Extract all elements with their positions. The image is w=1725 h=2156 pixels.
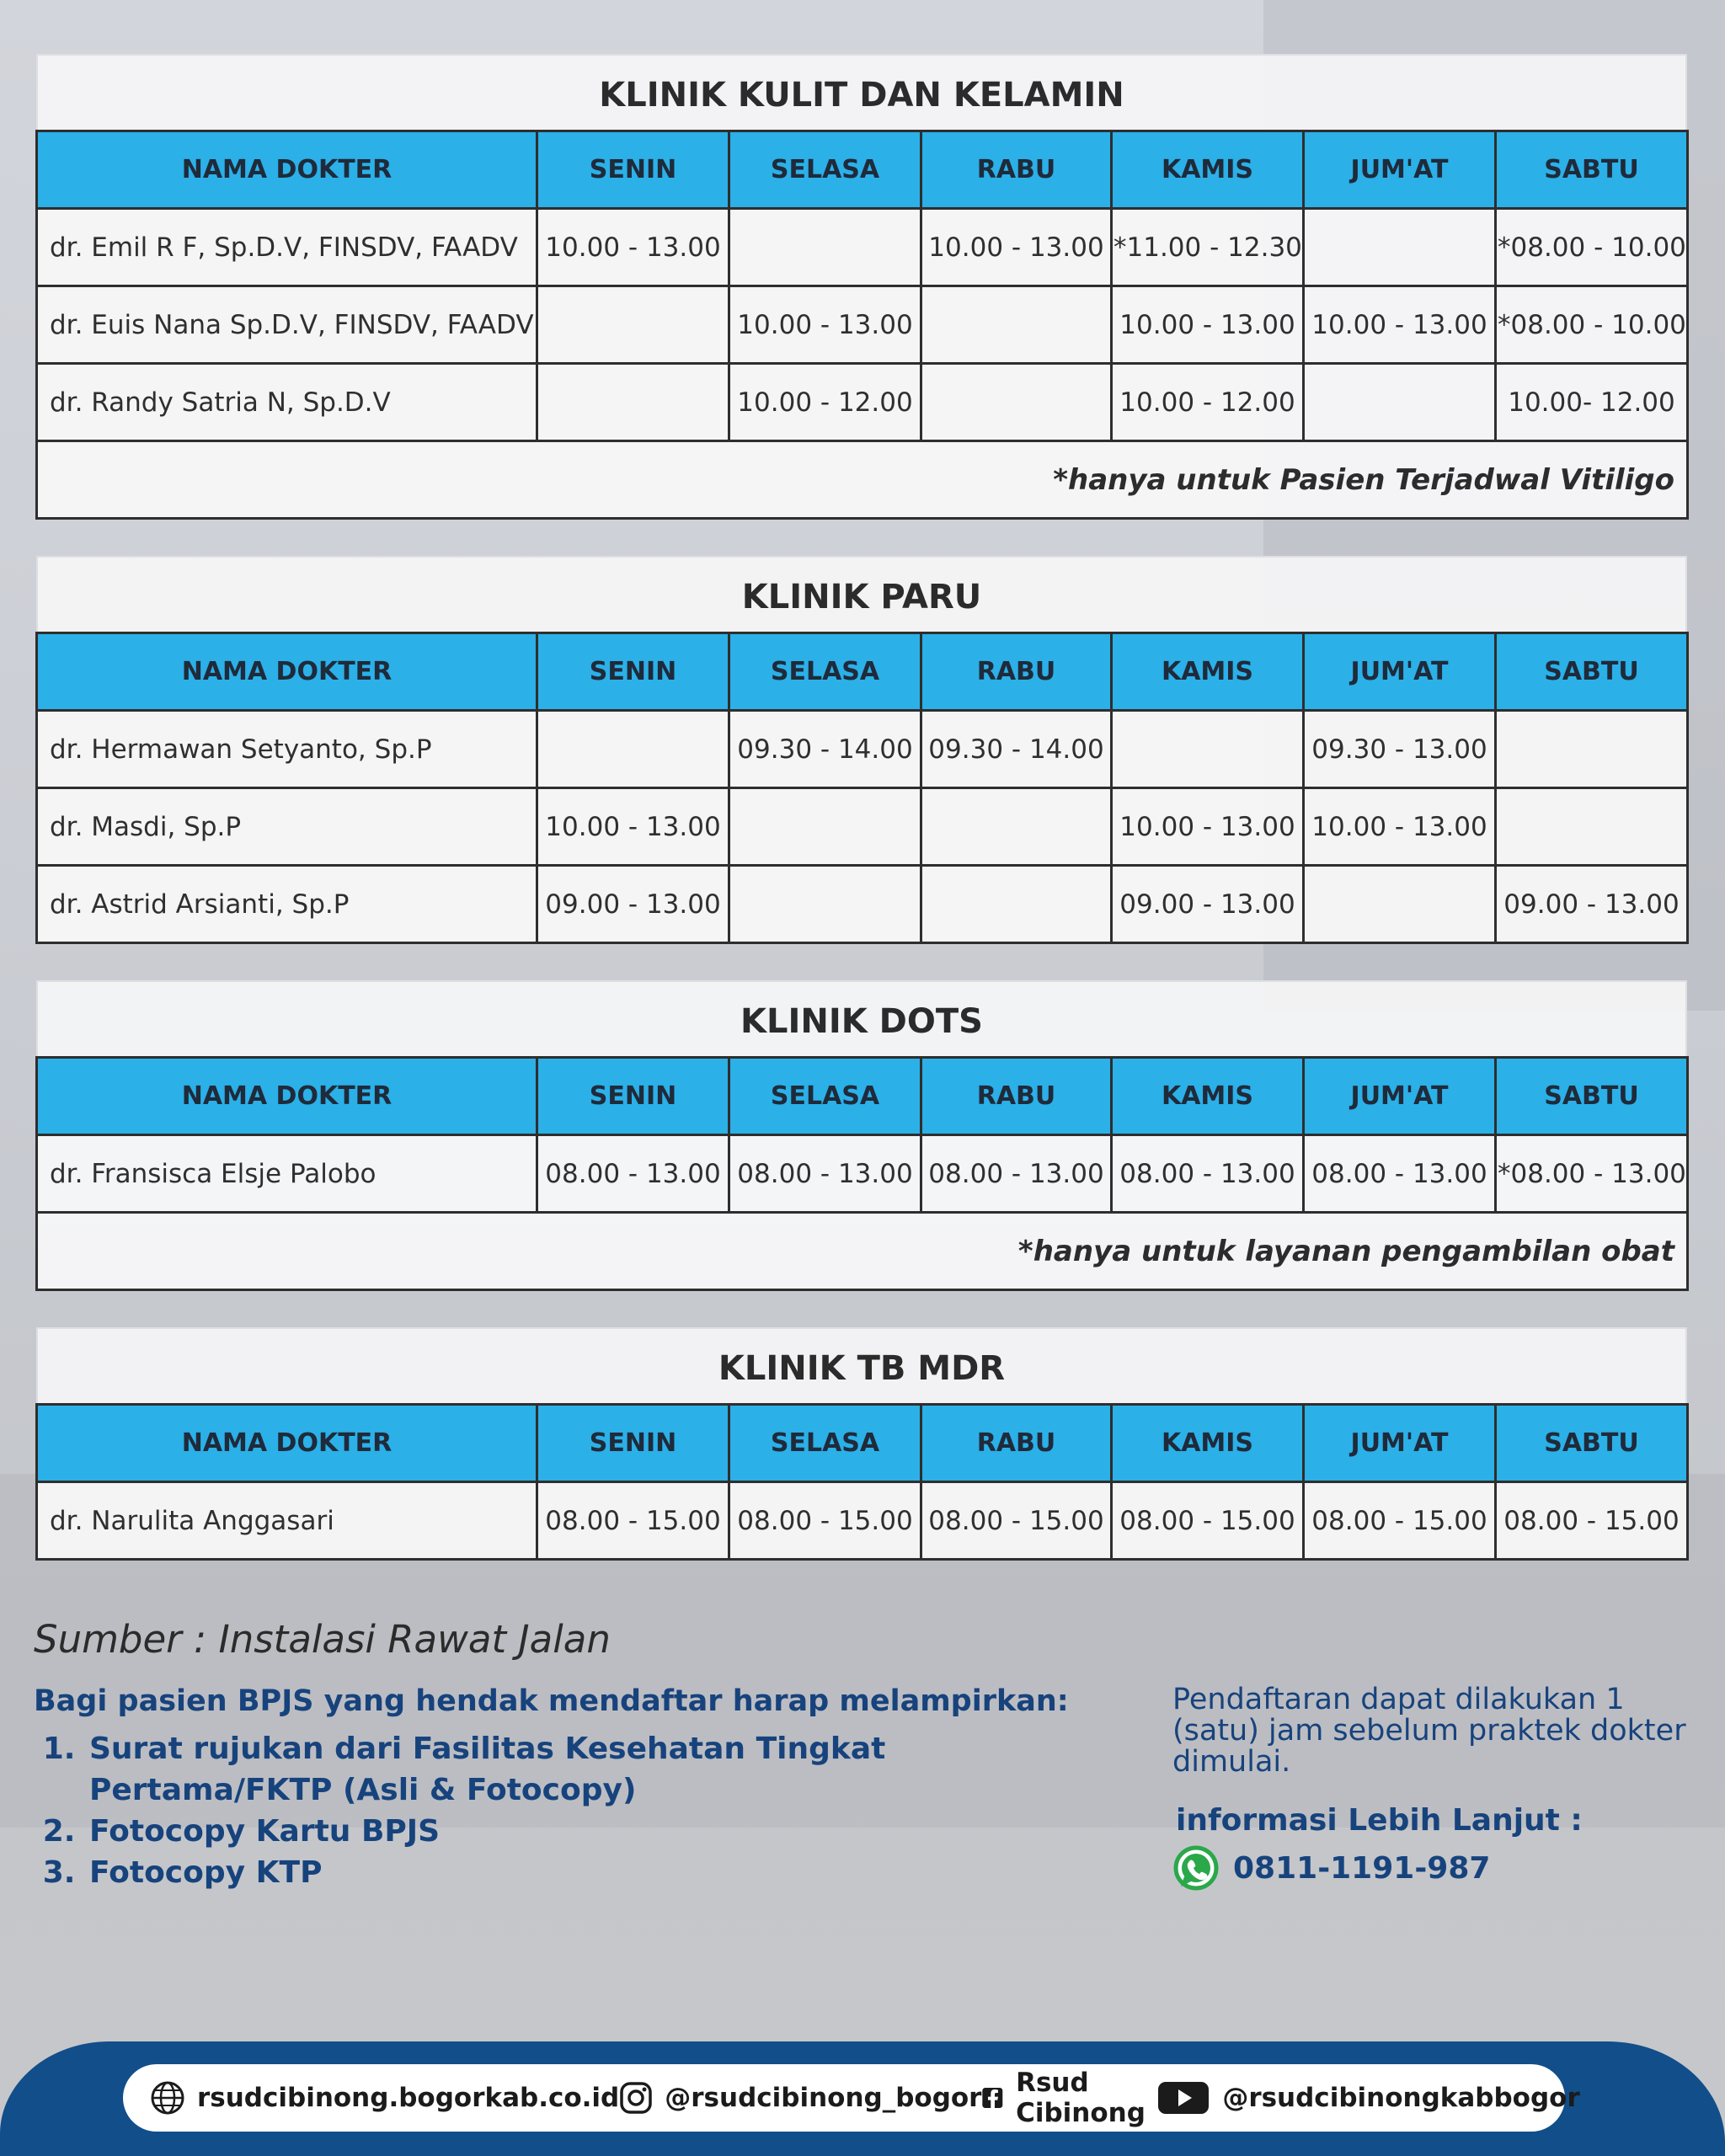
schedule-cell-jumat (1304, 866, 1496, 943)
column-header-rabu: RABU (921, 1405, 1112, 1482)
bpjs-heading: Bagi pasien BPJS yang hendak mendaftar harap melampirkan: (34, 1684, 1069, 1718)
column-header-selasa: SELASA (729, 131, 921, 209)
doctor-name: dr. Randy Satria N, Sp.D.V (37, 364, 537, 441)
schedule-cell-kamis: 08.00 - 15.00 (1112, 1482, 1304, 1560)
bpjs-requirements (34, 1684, 1069, 1893)
whatsapp-icon (1172, 1844, 1220, 1892)
column-header-nama-dokter: NAMA DOKTER (37, 633, 537, 711)
schedule-cell-jumat: 10.00 - 13.00 (1304, 286, 1496, 364)
clinic-note: *hanya untuk Pasien Terjadwal Vitiligo (37, 441, 1688, 519)
table-row (37, 1482, 1688, 1560)
schedule-cell-senin: 10.00 - 13.00 (537, 788, 729, 866)
youtube-text[interactable]: @rsudcibinongkabbogor (1222, 2083, 1580, 2113)
schedule-cell-jumat: 10.00 - 13.00 (1304, 788, 1496, 866)
youtube-link[interactable] (1156, 2080, 1579, 2116)
schedule-cell-selasa: 08.00 - 15.00 (729, 1482, 921, 1560)
column-header-jumat: JUM'AT (1304, 1058, 1496, 1135)
schedule-cell-senin (537, 711, 729, 788)
table-row (37, 1135, 1688, 1213)
note-row (37, 1213, 1688, 1290)
clinic-title: KLINIK DOTS (36, 980, 1687, 1056)
schedule-table (35, 632, 1689, 944)
schedule-cell-jumat: 08.00 - 13.00 (1304, 1135, 1496, 1213)
clinic-panel-paru (35, 556, 1688, 944)
column-header-jumat: JUM'AT (1304, 633, 1496, 711)
column-header-selasa: SELASA (729, 633, 921, 711)
clinic-note: *hanya untuk layanan pengambilan obat (37, 1213, 1688, 1290)
schedule-cell-kamis: 08.00 - 13.00 (1112, 1135, 1304, 1213)
source-note: Sumber : Instalasi Rawat Jalan (34, 1617, 611, 1662)
schedule-cell-jumat: 08.00 - 15.00 (1304, 1482, 1496, 1560)
column-header-sabtu: SABTU (1496, 1405, 1688, 1482)
clinic-panel-dots (35, 980, 1688, 1291)
column-header-senin: SENIN (537, 1058, 729, 1135)
column-header-nama-dokter: NAMA DOKTER (37, 131, 537, 209)
schedule-cell-sabtu: 08.00 - 15.00 (1496, 1482, 1688, 1560)
schedule-cell-sabtu (1496, 711, 1688, 788)
schedule-cell-sabtu: 09.00 - 13.00 (1496, 866, 1688, 943)
schedule-cell-rabu (921, 866, 1112, 943)
table-row (37, 286, 1688, 364)
schedule-cell-rabu: 08.00 - 13.00 (921, 1135, 1112, 1213)
column-header-kamis: KAMIS (1112, 131, 1304, 209)
column-header-senin: SENIN (537, 131, 729, 209)
schedule-cell-selasa (729, 209, 921, 286)
bpjs-list (34, 1728, 1069, 1893)
schedule-cell-sabtu: *08.00 - 13.00 (1496, 1135, 1688, 1213)
youtube-icon (1156, 2080, 1210, 2116)
column-header-senin: SENIN (537, 633, 729, 711)
whatsapp-number[interactable]: 0811-1191-987 (1233, 1850, 1491, 1886)
column-header-jumat: JUM'AT (1304, 131, 1496, 209)
schedule-table (35, 1056, 1689, 1291)
facebook-link[interactable] (981, 2068, 1156, 2128)
list-item: 1. Surat rujukan dari Fasilitas Kesehatan Tingkat Pertama/FKTP (Asli & Fotocopy) (86, 1728, 999, 1811)
schedule-cell-selasa: 08.00 - 13.00 (729, 1135, 921, 1213)
schedule-cell-selasa: 10.00 - 13.00 (729, 286, 921, 364)
header-row (37, 1058, 1688, 1135)
footer-social-bar (123, 2064, 1580, 2132)
column-header-nama-dokter: NAMA DOKTER (37, 1405, 537, 1482)
registration-note: Pendaftaran dapat dilakukan 1 (satu) jam sebelum praktek dokter dimulai. (1172, 1683, 1686, 1779)
schedule-cell-sabtu: *08.00 - 10.00 (1496, 209, 1688, 286)
schedule-cell-jumat: 09.30 - 13.00 (1304, 711, 1496, 788)
note-row (37, 441, 1688, 519)
schedule-cell-kamis: 10.00 - 13.00 (1112, 286, 1304, 364)
clinic-title: KLINIK KULIT DAN KELAMIN (36, 54, 1687, 130)
schedule-cell-rabu (921, 286, 1112, 364)
column-header-kamis: KAMIS (1112, 633, 1304, 711)
table-row (37, 364, 1688, 441)
schedule-cell-jumat (1304, 209, 1496, 286)
column-header-kamis: KAMIS (1112, 1058, 1304, 1135)
schedule-cell-senin (537, 286, 729, 364)
schedule-cell-rabu: 08.00 - 15.00 (921, 1482, 1112, 1560)
column-header-sabtu: SABTU (1496, 1058, 1688, 1135)
schedule-cell-sabtu: 10.00- 12.00 (1496, 364, 1688, 441)
schedule-cell-rabu: 10.00 - 13.00 (921, 209, 1112, 286)
column-header-sabtu: SABTU (1496, 131, 1688, 209)
schedule-cell-selasa (729, 788, 921, 866)
schedule-cell-kamis: *11.00 - 12.30 (1112, 209, 1304, 286)
schedule-table (35, 1403, 1689, 1561)
schedule-cell-senin: 08.00 - 13.00 (537, 1135, 729, 1213)
website-link[interactable] (150, 2080, 619, 2116)
column-header-selasa: SELASA (729, 1058, 921, 1135)
globe-icon (150, 2080, 185, 2116)
facebook-text[interactable]: Rsud Cibinong (1016, 2068, 1146, 2128)
schedule-cell-kamis (1112, 711, 1304, 788)
schedule-cell-selasa (729, 866, 921, 943)
doctor-name: dr. Narulita Anggasari (37, 1482, 537, 1560)
column-header-rabu: RABU (921, 131, 1112, 209)
schedule-cell-kamis: 09.00 - 13.00 (1112, 866, 1304, 943)
table-row (37, 711, 1688, 788)
schedule-cell-kamis: 10.00 - 13.00 (1112, 788, 1304, 866)
clinic-title: KLINIK TB MDR (36, 1327, 1687, 1403)
schedule-cell-sabtu (1496, 788, 1688, 866)
header-row (37, 131, 1688, 209)
schedule-cell-selasa: 09.30 - 14.00 (729, 711, 921, 788)
schedule-cell-senin: 10.00 - 13.00 (537, 209, 729, 286)
doctor-name: dr. Hermawan Setyanto, Sp.P (37, 711, 537, 788)
whatsapp-contact[interactable] (1172, 1844, 1712, 1892)
schedule-table (35, 130, 1689, 520)
clinic-panel-kulit (35, 54, 1688, 520)
header-row (37, 633, 1688, 711)
schedule-cell-senin: 08.00 - 15.00 (537, 1482, 729, 1560)
column-header-rabu: RABU (921, 1058, 1112, 1135)
doctor-name: dr. Masdi, Sp.P (37, 788, 537, 866)
schedule-cell-senin (537, 364, 729, 441)
header-row (37, 1405, 1688, 1482)
doctor-name: dr. Astrid Arsianti, Sp.P (37, 866, 537, 943)
facebook-icon (981, 2081, 1004, 2115)
column-header-senin: SENIN (537, 1405, 729, 1482)
schedule-cell-jumat (1304, 364, 1496, 441)
website-text[interactable]: rsudcibinong.bogorkab.co.id (197, 2083, 620, 2113)
column-header-selasa: SELASA (729, 1405, 921, 1482)
schedule-cell-sabtu: *08.00 - 10.00 (1496, 286, 1688, 364)
instagram-link[interactable] (619, 2081, 981, 2115)
schedule-cell-selasa: 10.00 - 12.00 (729, 364, 921, 441)
schedule-cell-rabu: 09.30 - 14.00 (921, 711, 1112, 788)
list-item: 3. Fotocopy KTP (86, 1852, 1069, 1893)
schedule-cell-kamis: 10.00 - 12.00 (1112, 364, 1304, 441)
schedule-cell-rabu (921, 364, 1112, 441)
column-header-rabu: RABU (921, 633, 1112, 711)
list-item: 2. Fotocopy Kartu BPJS (86, 1811, 1069, 1852)
doctor-name: dr. Euis Nana Sp.D.V, FINSDV, FAADV (37, 286, 537, 364)
column-header-sabtu: SABTU (1496, 633, 1688, 711)
more-info-label: informasi Lebih Lanjut : (1176, 1803, 1583, 1838)
contact-info (1172, 1684, 1712, 1892)
column-header-jumat: JUM'AT (1304, 1405, 1496, 1482)
clinic-panel-tb-mdr (35, 1327, 1688, 1561)
instagram-icon (619, 2081, 653, 2115)
table-row (37, 788, 1688, 866)
clinic-title: KLINIK PARU (36, 556, 1687, 632)
schedule-cell-rabu (921, 788, 1112, 866)
column-header-kamis: KAMIS (1112, 1405, 1304, 1482)
schedule-cell-senin: 09.00 - 13.00 (537, 866, 729, 943)
doctor-name: dr. Fransisca Elsje Palobo (37, 1135, 537, 1213)
instagram-text[interactable]: @rsudcibinong_bogor (665, 2083, 982, 2113)
column-header-nama-dokter: NAMA DOKTER (37, 1058, 537, 1135)
table-row (37, 209, 1688, 286)
doctor-name: dr. Emil R F, Sp.D.V, FINSDV, FAADV (37, 209, 537, 286)
table-row (37, 866, 1688, 943)
